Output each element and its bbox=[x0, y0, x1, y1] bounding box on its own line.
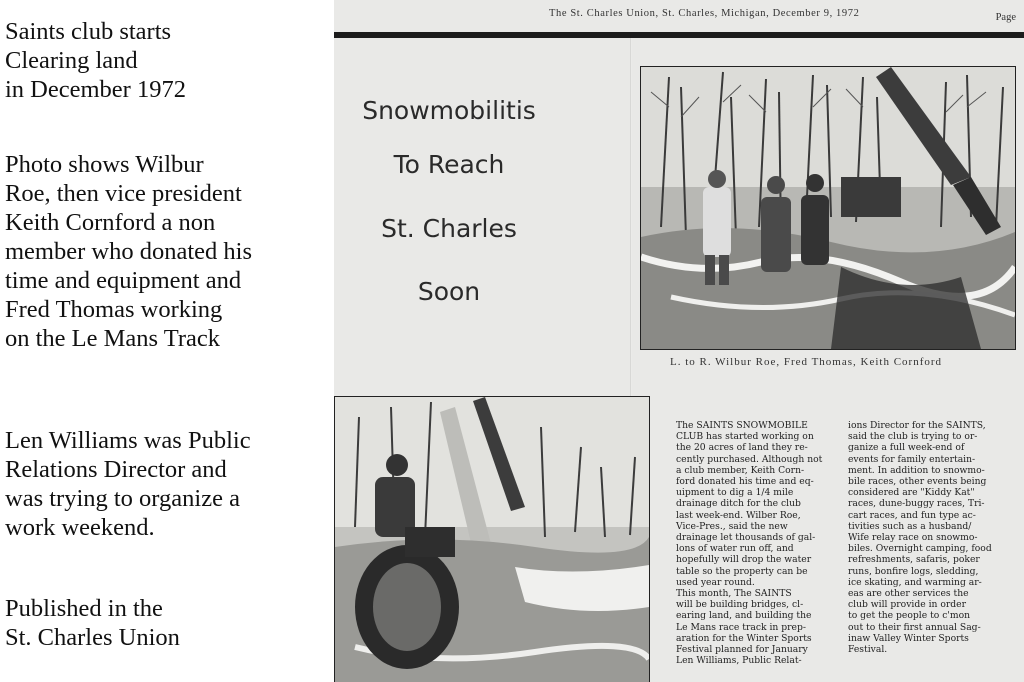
headline-line: Snowmobilitis bbox=[362, 96, 536, 125]
article-line: uipment to dig a 1/4 mile bbox=[676, 487, 794, 499]
caption-line: Fred Thomas working bbox=[5, 296, 223, 323]
article-line: ganize a full week-end of bbox=[848, 442, 965, 454]
article-line: cart races, and fun type ac- bbox=[848, 509, 976, 521]
article-line: Wife relay race on snowmo- bbox=[848, 532, 978, 544]
article-line: Festival planned for January bbox=[676, 644, 808, 656]
newspaper-clipping bbox=[334, 0, 1024, 682]
caption-line: Photo shows Wilbur bbox=[5, 151, 204, 178]
article-line: earing land, and building the bbox=[676, 610, 812, 622]
article-line: biles. Overnight camping, food bbox=[848, 543, 992, 555]
page-label: Page bbox=[995, 12, 1016, 23]
caption-line: Saints club starts bbox=[5, 18, 172, 45]
article-line: ice skating, and warming ar- bbox=[848, 576, 982, 588]
article-line: considered are "Kiddy Kat" bbox=[848, 487, 975, 499]
caption-block-title bbox=[5, 17, 186, 104]
caption-block-published bbox=[5, 594, 180, 652]
article-line: CLUB has started working on bbox=[676, 431, 814, 443]
headline-line: St. Charles bbox=[381, 214, 517, 243]
photo-tractor bbox=[334, 396, 650, 682]
article-line: This month, The SAINTS bbox=[676, 588, 792, 600]
article-line: inaw Valley Winter Sports bbox=[848, 632, 969, 644]
caption-line: Roe, then vice president bbox=[5, 180, 242, 207]
article-line: aration for the Winter Sports bbox=[676, 632, 812, 644]
headline-line: Soon bbox=[417, 277, 481, 306]
masthead-rule bbox=[334, 32, 1024, 38]
caption-line: Relations Director and bbox=[5, 456, 227, 483]
headline-line: To Reach bbox=[393, 150, 505, 179]
article-line: drainage ditch for the club bbox=[676, 498, 801, 510]
caption-line: was trying to organize a bbox=[5, 485, 240, 512]
article-line: refreshments, safaris, poker bbox=[848, 554, 980, 566]
article-line: used year round. bbox=[676, 576, 755, 588]
article-line: club will provide in order bbox=[848, 599, 966, 611]
article-line: Le Mans race track in prep- bbox=[676, 621, 806, 633]
article-line: ment. In addition to snowmo- bbox=[848, 464, 985, 476]
article-line: table so the property can be bbox=[676, 565, 808, 577]
article-line: will be building bridges, cl- bbox=[676, 599, 804, 611]
caption-line: Published in the bbox=[5, 595, 163, 622]
caption-line: Clearing land bbox=[5, 47, 138, 74]
article-line: Len Williams, Public Relat- bbox=[676, 655, 802, 667]
photo-caption: L. to R. Wilbur Roe, Fred Thomas, Keith Cornford bbox=[670, 356, 943, 368]
article-line: to get the people to c'mon bbox=[848, 610, 971, 622]
article-line: eas are other services the bbox=[848, 588, 969, 600]
caption-column bbox=[0, 0, 334, 682]
caption-block-photo bbox=[5, 150, 252, 353]
article-line: races, dune-buggy races, Tri- bbox=[848, 498, 985, 510]
caption-line: member who donated his bbox=[5, 238, 252, 265]
article-line: bile races, other events being bbox=[848, 476, 987, 488]
caption-block-len bbox=[5, 426, 251, 542]
article-line: hopefully will drop the water bbox=[676, 554, 812, 566]
article-line: lons of water run off, and bbox=[676, 543, 794, 555]
article-line: the 20 acres of land they re- bbox=[676, 442, 808, 454]
photo-workers bbox=[640, 66, 1016, 350]
article-line: The SAINTS SNOWMOBILE bbox=[676, 420, 808, 431]
article-line: drainage let thousands of gal- bbox=[676, 532, 816, 544]
article-line: ions Director for the SAINTS, bbox=[848, 420, 986, 431]
article-line: last week-end. Wilber Roe, bbox=[676, 509, 801, 521]
article-line: cently purchased. Although not bbox=[676, 453, 823, 465]
article-line: a club member, Keith Corn- bbox=[676, 464, 805, 476]
caption-line: on the Le Mans Track bbox=[5, 325, 221, 352]
caption-line: work weekend. bbox=[5, 514, 155, 541]
article-column-1 bbox=[676, 420, 822, 666]
caption-line: Len Williams was Public bbox=[5, 427, 251, 454]
article-line: Festival. bbox=[848, 644, 888, 656]
article-line: Vice-Pres., said the new bbox=[676, 520, 788, 532]
caption-line: St. Charles Union bbox=[5, 624, 180, 651]
article-line: out to their first annual Sag- bbox=[848, 621, 981, 633]
article-line: tivities such as a husband/ bbox=[848, 520, 972, 532]
article-line: said the club is trying to or- bbox=[848, 431, 978, 443]
masthead: The St. Charles Union, St. Charles, Michigan, December 9, 1972 bbox=[549, 8, 860, 19]
article-column-2 bbox=[848, 420, 992, 655]
article-line: events for family entertain- bbox=[848, 453, 976, 465]
article-line: ford donated his time and eq- bbox=[676, 476, 814, 488]
caption-line: time and equipment and bbox=[5, 267, 242, 294]
caption-line: in December 1972 bbox=[5, 76, 186, 103]
article-line: runs, bonfire logs, sledding, bbox=[848, 565, 979, 577]
caption-line: Keith Cornford a non bbox=[5, 209, 216, 236]
